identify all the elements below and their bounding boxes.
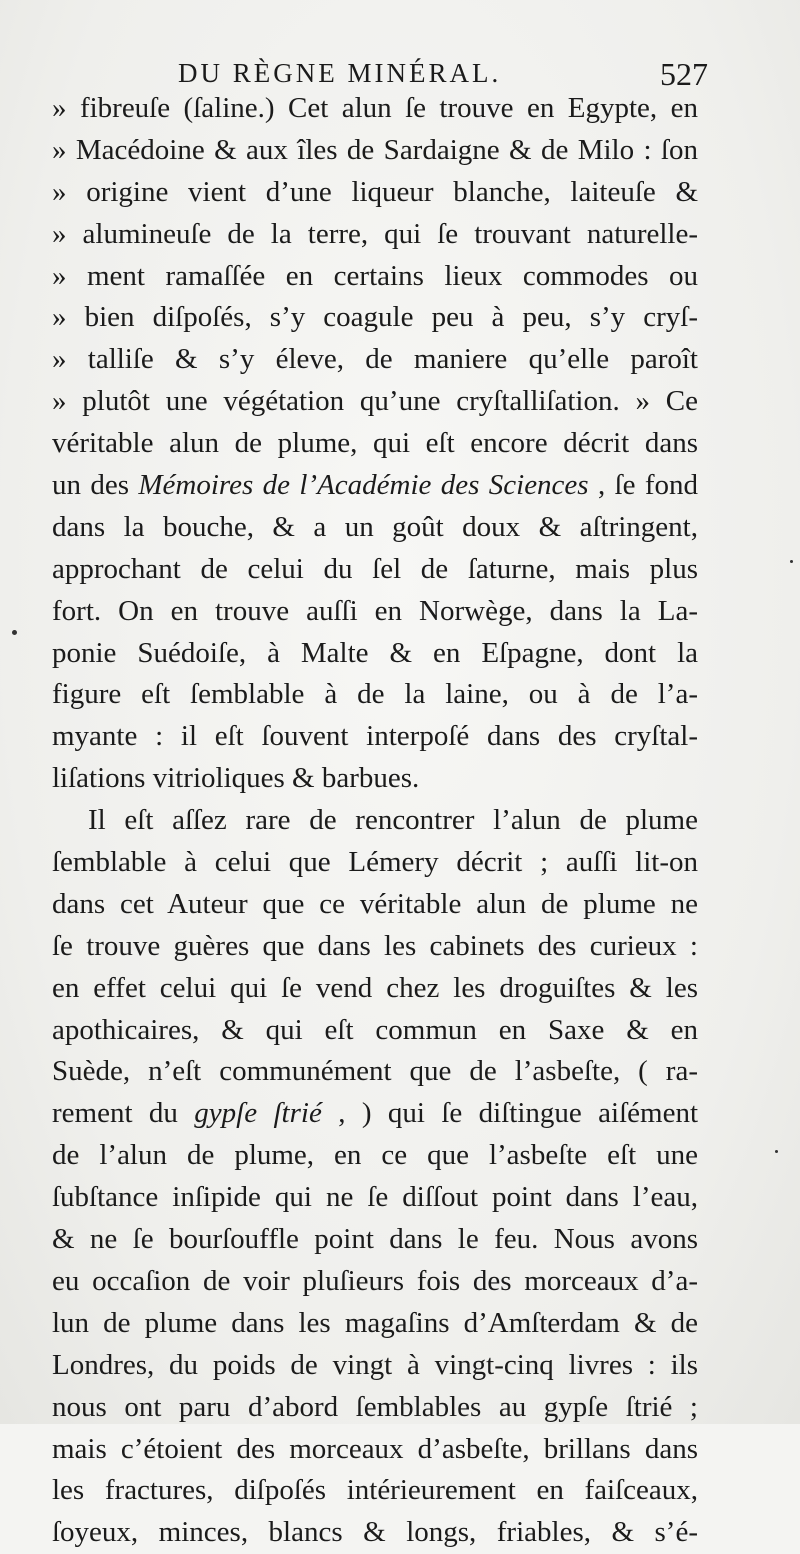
ink-speck [775,1150,778,1153]
text-line: ſe trouve guères que dans les cabinets des curieux : [52,929,698,962]
running-title: DU RÈGNE MINÉRAL. [178,58,502,88]
italic-term: gypſe ſtrié [194,1097,322,1130]
text-line: Londres, du poids de vingt à vingt-cinq livres : ils [52,1348,698,1381]
text-line: » plutôt une végétation qu’une cryſtalliſation. » Ce [52,385,698,418]
body-text [52,88,698,1554]
text-fragment: rement du [52,1097,178,1130]
text-line: myante : il eſt ſouvent interpoſé dans des cryſtal- [52,720,698,753]
ink-speck [12,630,17,635]
text-line: les fractures, diſpoſés intérieurement en faiſceaux, [52,1474,698,1507]
page-number: 527 [660,56,708,92]
text-line-with-italic [52,465,698,507]
text-line: dans la bouche, & a un goût doux & aſtringent, [52,510,698,543]
text-line: de l’alun de plume, en ce que l’asbeſte eſt une [52,1139,698,1172]
paragraph-start-line: Il eſt aſſez rare de rencontrer l’alun de plume [88,804,698,837]
text-line: en effet celui qui ſe vend chez les droguiſtes & les [52,971,698,1004]
text-fragment: , ſe fond [597,469,698,502]
text-line: apothicaires, & qui eſt commun en Saxe & en [52,1013,698,1046]
text-line: » ment ramaſſée en certains lieux commodes ou [52,259,698,292]
text-fragment: un des [52,469,130,502]
text-line: dans cet Auteur que ce véritable alun de plume ne [52,887,698,920]
text-line: » bien diſpoſés, s’y coagule peu à peu, s’y cryſ- [52,301,698,334]
text-line: » alumineuſe de la terre, qui ſe trouvant naturelle- [52,217,698,250]
text-line: mais c’étoient des morceaux d’asbeſte, brillans dans [52,1432,698,1465]
paragraph-end-line: liſations vitrioliques & barbues. [52,762,420,795]
text-line: lun de plume dans les magaſins d’Amſterdam & de [52,1306,698,1339]
text-line: Suède, n’eſt communément que de l’asbeſte, ( ra- [52,1055,698,1088]
text-line: » fibreuſe (ſaline.) Cet alun ſe trouve en Egypte, en [52,92,698,124]
text-line: nous ont paru d’abord ſemblables au gypſe ſtrié ; [52,1390,698,1423]
text-fragment: , ) qui ſe diſtingue aiſément [338,1097,698,1130]
text-line: eu occaſion de voir pluſieurs fois des morceaux d’a- [52,1264,698,1297]
text-line: ſemblable à celui que Lémery décrit ; auſſi lit-on [52,846,698,879]
text-line: ſoyeux, minces, blancs & longs, friables, & s’é- [52,1516,698,1549]
text-line: ponie Suédoiſe, à Malte & en Eſpagne, dont la [52,636,698,669]
text-line: figure eſt ſemblable à de la laine, ou à de l’a- [52,678,698,711]
text-line: » origine vient d’une liqueur blanche, laiteuſe & [52,175,698,208]
italic-title: Mémoires de l’Académie des Sciences [138,469,589,502]
ink-speck [790,560,793,563]
text-line: » Macédoine & aux îles de Sardaigne & de Milo : ſon [52,133,698,166]
text-line: véritable alun de plume, qui eſt encore décrit dans [52,427,698,460]
text-line: fort. On en trouve auſſi en Norwège, dans la La- [52,594,698,627]
text-line: » talliſe & s’y éleve, de maniere qu’elle paroît [52,343,698,376]
text-line: approchant de celui du ſel de ſaturne, mais plus [52,552,698,585]
text-line-with-italic [52,1093,698,1135]
text-line: ſubſtance inſipide qui ne ſe diſſout point dans l’eau, [52,1181,698,1214]
text-line: & ne ſe bourſouffle point dans le feu. Nous avons [52,1223,698,1256]
